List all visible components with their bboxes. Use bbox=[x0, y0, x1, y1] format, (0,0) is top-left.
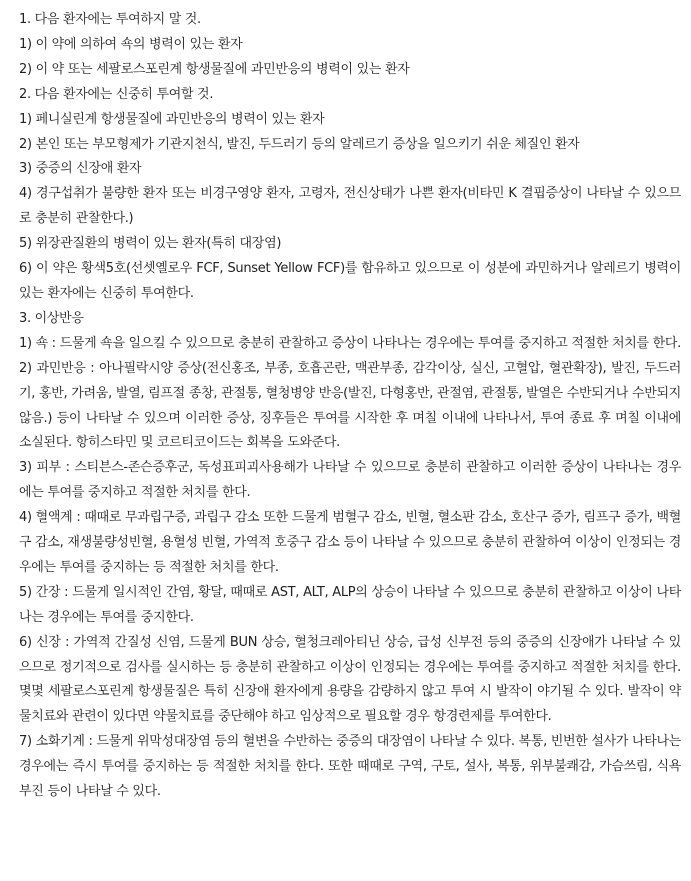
list-item: 3) 중증의 신장애 환자 bbox=[19, 161, 142, 177]
list-item: 6) 신장 : 가역적 간질성 신염, 드물게 BUN 상승, 혈청크레아티닌 상승, 급성 신부전 등의 중증의 신장애가 나타날 수 있으므로 정기적으로 검사를 실시하는 등 충분히 관찰하고 이상이 인정되는 경우에는 투여를 중지하고 적절한 처치를 한다. 몇몇 세팔로스포린계 항생물질은 특히 신장애 환자에게 용량을 감량하지 않고 투여 시 발작이 야기될 수 있다. 발작이 약물치료와 관련이 있다면 약물치료를 중단해야 하고 임상적으로 필요할 경우 항경련제를 투여한다. bbox=[19, 634, 681, 725]
list-item: 4) 경구섭취가 불량한 환자 또는 비경구영양 환자, 고령자, 전신상태가 나쁜 환자(비타민 K 결핍증상이 나타날 수 있으므로 충분히 관찰한다.) bbox=[19, 186, 681, 227]
list-item: 1) 이 약에 의하여 쇽의 병력이 있는 환자 bbox=[19, 36, 243, 52]
list-item: 6) 이 약은 황색5호(선셋옐로우 FCF, Sunset Yellow FCF)를 함유하고 있으므로 이 성분에 과민하거나 알레르기 병력이 있는 환자에는 신중히 투여한다. bbox=[19, 261, 681, 301]
section-heading-contraindications: 1. 다음 환자에는 투여하지 말 것. bbox=[19, 12, 201, 27]
list-item: 1) 쇽 : 드물게 쇽을 일으킬 수 있으므로 충분히 관찰하고 증상이 나타나는 경우에는 투여를 중지하고 적절한 처치를 한다. bbox=[19, 335, 681, 351]
list-item: 2) 과민반응 : 아나필락시양 증상(전신홍조, 부종, 호흡곤란, 맥관부종, 감각이상, 실신, 고혈압, 혈관확장), 발진, 두드러기, 홍반, 가려움, 발열, 림프절 종창, 관절통, 혈청병양 반응(발진, 다형홍반, 관절염, 관절통, 발열은 수반되거나 수반되지 않음.) 등이 나타날 수 있으며 이러한 증상, 징후들은 투여를 시작한 후 며칠 이내에 나타나서, 투여 종료 후 며칠 이내에 소실된다. 항히스타민 및 코르티코이드는 회복을 도와준다. bbox=[19, 360, 681, 451]
list-item: 7) 소화기계 : 드물게 위막성대장염 등의 혈변을 수반하는 중증의 대장염이 나타날 수 있다. 복통, 빈번한 설사가 나타나는 경우에는 즉시 투여를 중지하는 등 적절한 처치를 한다. 또한 때때로 구역, 구토, 설사, 복통, 위부불쾌감, 가슴쓰림, 식욕부진 등이 나타날 수 있다. bbox=[19, 734, 681, 800]
list-item: 3) 피부 : 스티븐스-존슨증후군, 독성표피괴사용해가 나타날 수 있으므로 충분히 관찰하고 이러한 증상이 나타나는 경우에는 투여를 중지하고 적절한 처치를 한다. bbox=[19, 460, 681, 501]
list-item: 5) 간장 : 드물게 일시적인 간염, 황달, 때때로 AST, ALT, ALP의 상승이 나타날 수 있으므로 충분히 관찰하고 이상이 나타나는 경우에는 투여를 중지한다. bbox=[19, 584, 681, 625]
list-item: 1) 페니실린계 항생물질에 과민반응의 병력이 있는 환자 bbox=[19, 111, 325, 127]
list-item: 2) 본인 또는 부모형제가 기관지천식, 발진, 두드러기 등의 알레르기 증상을 일으키기 쉬운 체질인 환자 bbox=[19, 136, 580, 152]
list-item: 2) 이 약 또는 세팔로스포린계 항생물질에 과민반응의 병력이 있는 환자 bbox=[19, 61, 410, 77]
section-heading-adverse-reactions: 3. 이상반응 bbox=[19, 310, 84, 326]
list-item: 4) 혈액계 : 때때로 무과립구증, 과립구 감소 또한 드물게 범혈구 감소, 빈혈, 혈소판 감소, 호산구 증가, 림프구 증가, 백혈구 감소, 재생불량성빈혈, 용혈성 빈혈, 가역적 호중구 감소 등이 나타날 수 있으므로 충분히 관찰하여 이상이 인정되는 경우에는 투여를 중지하는 등 적절한 처치를 한다. bbox=[19, 510, 681, 575]
list-item: 5) 위장관질환의 병력이 있는 환자(특히 대장염) bbox=[19, 236, 282, 252]
section-heading-careful-administration: 2. 다음 환자에는 신중히 투여할 것. bbox=[19, 86, 214, 102]
